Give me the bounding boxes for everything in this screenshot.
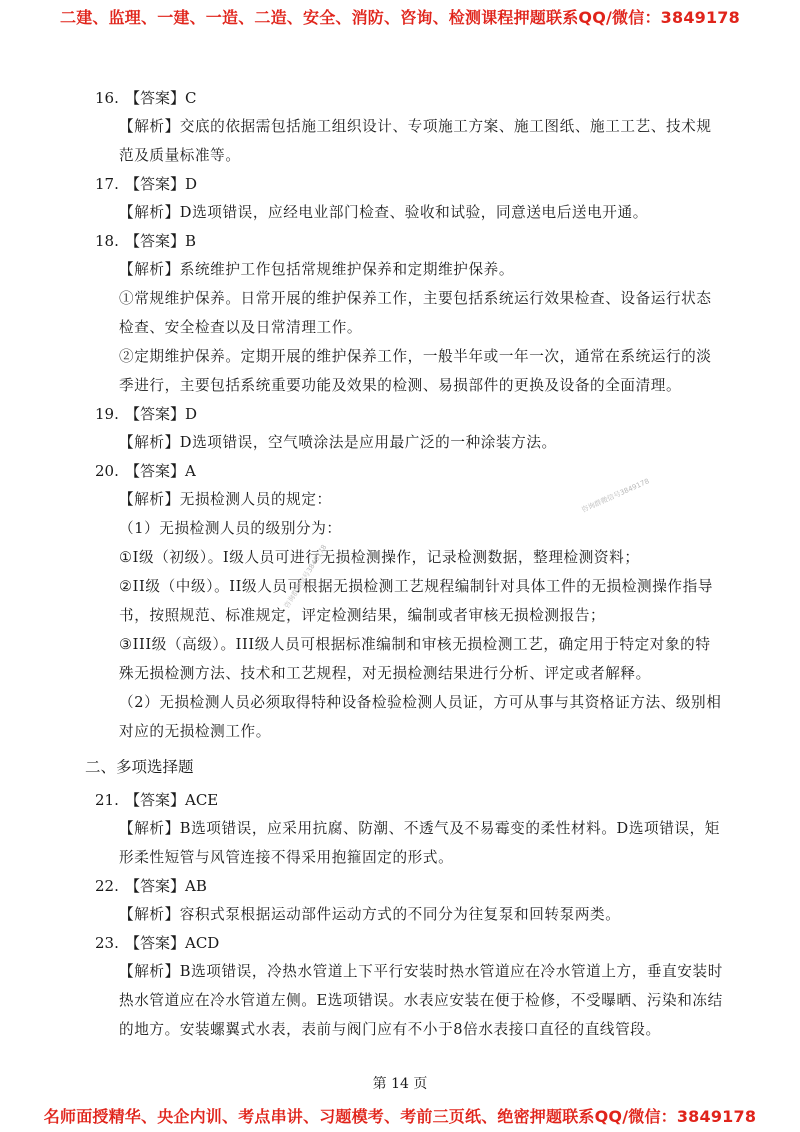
explanation-text: 【解析】容积式泵根据运动部件运动方式的不同分为往复泵和回转泵两类。: [119, 906, 621, 923]
explanation-text: ②定期维护保养。定期开展的维护保养工作，一般半年或一年一次，通常在系统运行的淡季进行，主要包括系统重要功能及效果的检测、易损部件的更换及设备的全面清理。: [119, 348, 712, 394]
question-number: 19.: [95, 405, 119, 423]
answer-line: [95, 872, 725, 900]
answer-line: [95, 170, 725, 198]
explanation-text: 【解析】B选项错误，冷热水管道上下平行安装时热水管道应在冷水管道上方，垂直安装时热水管道应在冷水管道左侧。E选项错误。水表应安装在便于检修，不受曝晒、污染和冻结的地方。安装螺翼式水表，表前与阀门应有不小于8倍水表接口直径的直线管段。: [119, 963, 723, 1038]
question-number: 22.: [95, 877, 119, 895]
answer-item: [95, 400, 725, 457]
answer-item: [95, 929, 725, 1044]
question-number: 16.: [95, 89, 119, 107]
question-number: 20.: [95, 462, 119, 480]
page-number: 第 14 页: [372, 1076, 428, 1092]
explanation-text: 【解析】无损检测人员的规定：: [119, 491, 332, 508]
answer-item: [95, 227, 725, 400]
answer-label: 【答案】D: [125, 175, 198, 193]
explanation-text: ③III级（高级）。III级人员可根据标准编制和审核无损检测工艺，确定用于特定对象的特殊无损检测方法、技术和工艺规程，对无损检测结果进行分析、评定或者解释。: [119, 636, 711, 682]
explanation-text: （2）无损检测人员必须取得特种设备检验检测人员证，方可从事与其资格证方法、级别相对应的无损检测工作。: [119, 694, 722, 740]
explanation-text: 【解析】B选项错误，应采用抗腐、防潮、不透气及不易霉变的柔性材料。D选项错误，矩形柔性短管与风管连接不得采用抱箍固定的形式。: [119, 820, 720, 866]
explanation-text: 【解析】交底的依据需包括施工组织设计、专项施工方案、施工图纸、施工工艺、技术规范及质量标准等。: [119, 118, 712, 164]
question-number: 21.: [95, 791, 119, 809]
answer-label: 【答案】ACD: [125, 934, 220, 952]
answer-item: [95, 84, 725, 170]
answer-item: [95, 872, 725, 929]
explanation-text: ①常规维护保养。日常开展的维护保养工作，主要包括系统运行效果检查、设备运行状态检查、安全检查以及日常清理工作。: [119, 290, 712, 336]
answer-line: [95, 400, 725, 428]
explanation-text: 【解析】D选项错误，空气喷涂法是应用最广泛的一种涂装方法。: [119, 434, 557, 451]
section-title: 二、多项选择题: [85, 758, 194, 776]
explanation-text: （1）无损检测人员的级别分为：: [119, 520, 342, 537]
answer-line: [95, 84, 725, 112]
answer-line: [95, 457, 725, 485]
watermark: 咨询群微信号3849178: [580, 477, 651, 515]
answer-line: [95, 929, 725, 957]
answer-label: 【答案】ACE: [125, 791, 219, 809]
header-banner: 二建、监理、一建、一造、二造、安全、消防、咨询、检测课程押题联系QQ/微信：3849178: [60, 8, 740, 27]
answer-label: 【答案】D: [125, 405, 198, 423]
multiple-choice-answers: [95, 786, 725, 1044]
question-number: 18.: [95, 232, 119, 250]
answer-item: [95, 170, 725, 227]
answer-label: 【答案】B: [125, 232, 197, 250]
footer-banner: 名师面授精华、央企内训、考点串讲、习题模考、考前三页纸、绝密押题联系QQ/微信：3849178: [43, 1107, 757, 1126]
single-choice-answers: [95, 84, 725, 746]
answer-item: [95, 786, 725, 872]
answer-label: 【答案】AB: [125, 877, 207, 895]
explanation-text: 【解析】系统维护工作包括常规维护保养和定期维护保养。: [119, 261, 515, 278]
answer-content: [85, 84, 725, 1044]
answer-label: 【答案】A: [125, 462, 196, 480]
explanation-text: 【解析】D选项错误，应经电业部门检查、验收和试验，同意送电后送电开通。: [119, 204, 648, 221]
question-number: 17.: [95, 175, 119, 193]
answer-item: [95, 457, 725, 746]
question-number: 23.: [95, 934, 119, 952]
watermark: 咨询群微信号3849178: [282, 543, 329, 610]
answer-line: [95, 227, 725, 255]
explanation-text: ②II级（中级）。II级人员可根据无损检测工艺规程编制针对具体工件的无损检测操作指导书，按照规范、标准规定，评定检测结果，编制或者审核无损检测报告；: [119, 578, 714, 624]
answer-label: 【答案】C: [125, 89, 197, 107]
explanation-text: ①I级（初级）。I级人员可进行无损检测操作，记录检测数据，整理检测资料；: [119, 549, 640, 566]
answer-line: [95, 786, 725, 814]
